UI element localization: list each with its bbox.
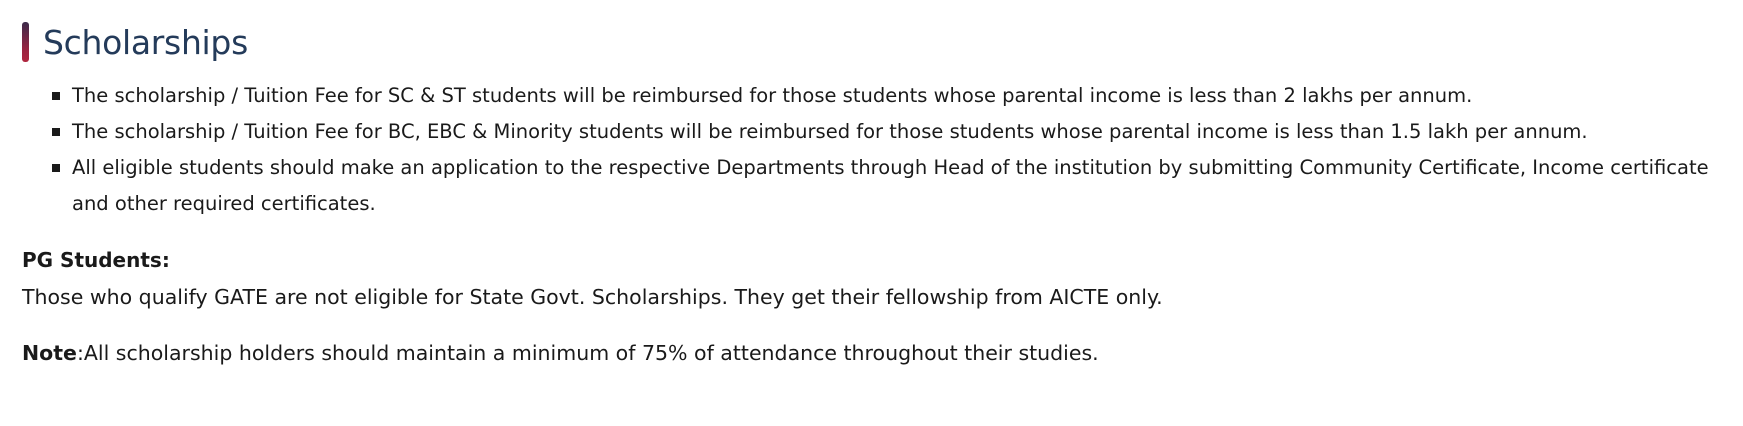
note-text: :All scholarship holders should maintain a minimum of 75% of attendance throughout their studies.	[76, 341, 1099, 365]
list-item: All eligible students should make an application to the respective Departments through Head of the institution by submitting Community Certificate, Income certificate and other required certificates.	[72, 150, 1721, 222]
heading-accent-bar	[22, 22, 29, 62]
note-paragraph	[22, 338, 1721, 368]
section-heading	[22, 20, 1721, 64]
scholarship-rules-list	[22, 78, 1721, 222]
list-item: The scholarship / Tuition Fee for BC, EBC & Minority students will be reimbursed for those students whose parental income is less than 1.5 lakh per annum.	[72, 114, 1721, 150]
pg-students-text: Those who qualify GATE are not eligible for State Govt. Scholarships. They get their fellowship from AICTE only.	[22, 285, 1163, 309]
page-title: Scholarships	[43, 22, 248, 62]
note-label: Note	[22, 341, 77, 365]
list-item: The scholarship / Tuition Fee for SC & ST students will be reimbursed for those students whose parental income is less than 2 lakhs per annum.	[72, 78, 1721, 114]
pg-students-label: PG Students:	[22, 248, 170, 272]
